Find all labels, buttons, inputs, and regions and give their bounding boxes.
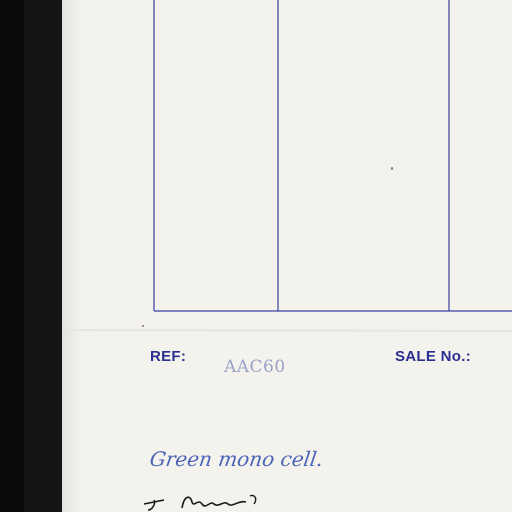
ref-stamp-value: AAC60 [224,357,286,377]
form-grid [62,0,512,512]
paper-speck [391,167,393,170]
handwritten-signature [138,490,288,512]
background-edge [24,0,62,512]
handwritten-note: Green mono cell. [148,447,325,471]
fold-crease [62,330,512,331]
ref-label: REF: [150,348,187,365]
paper-sheet [62,0,512,512]
sale-number-label: SALE No.: [395,348,472,365]
paper-speck [142,325,144,327]
